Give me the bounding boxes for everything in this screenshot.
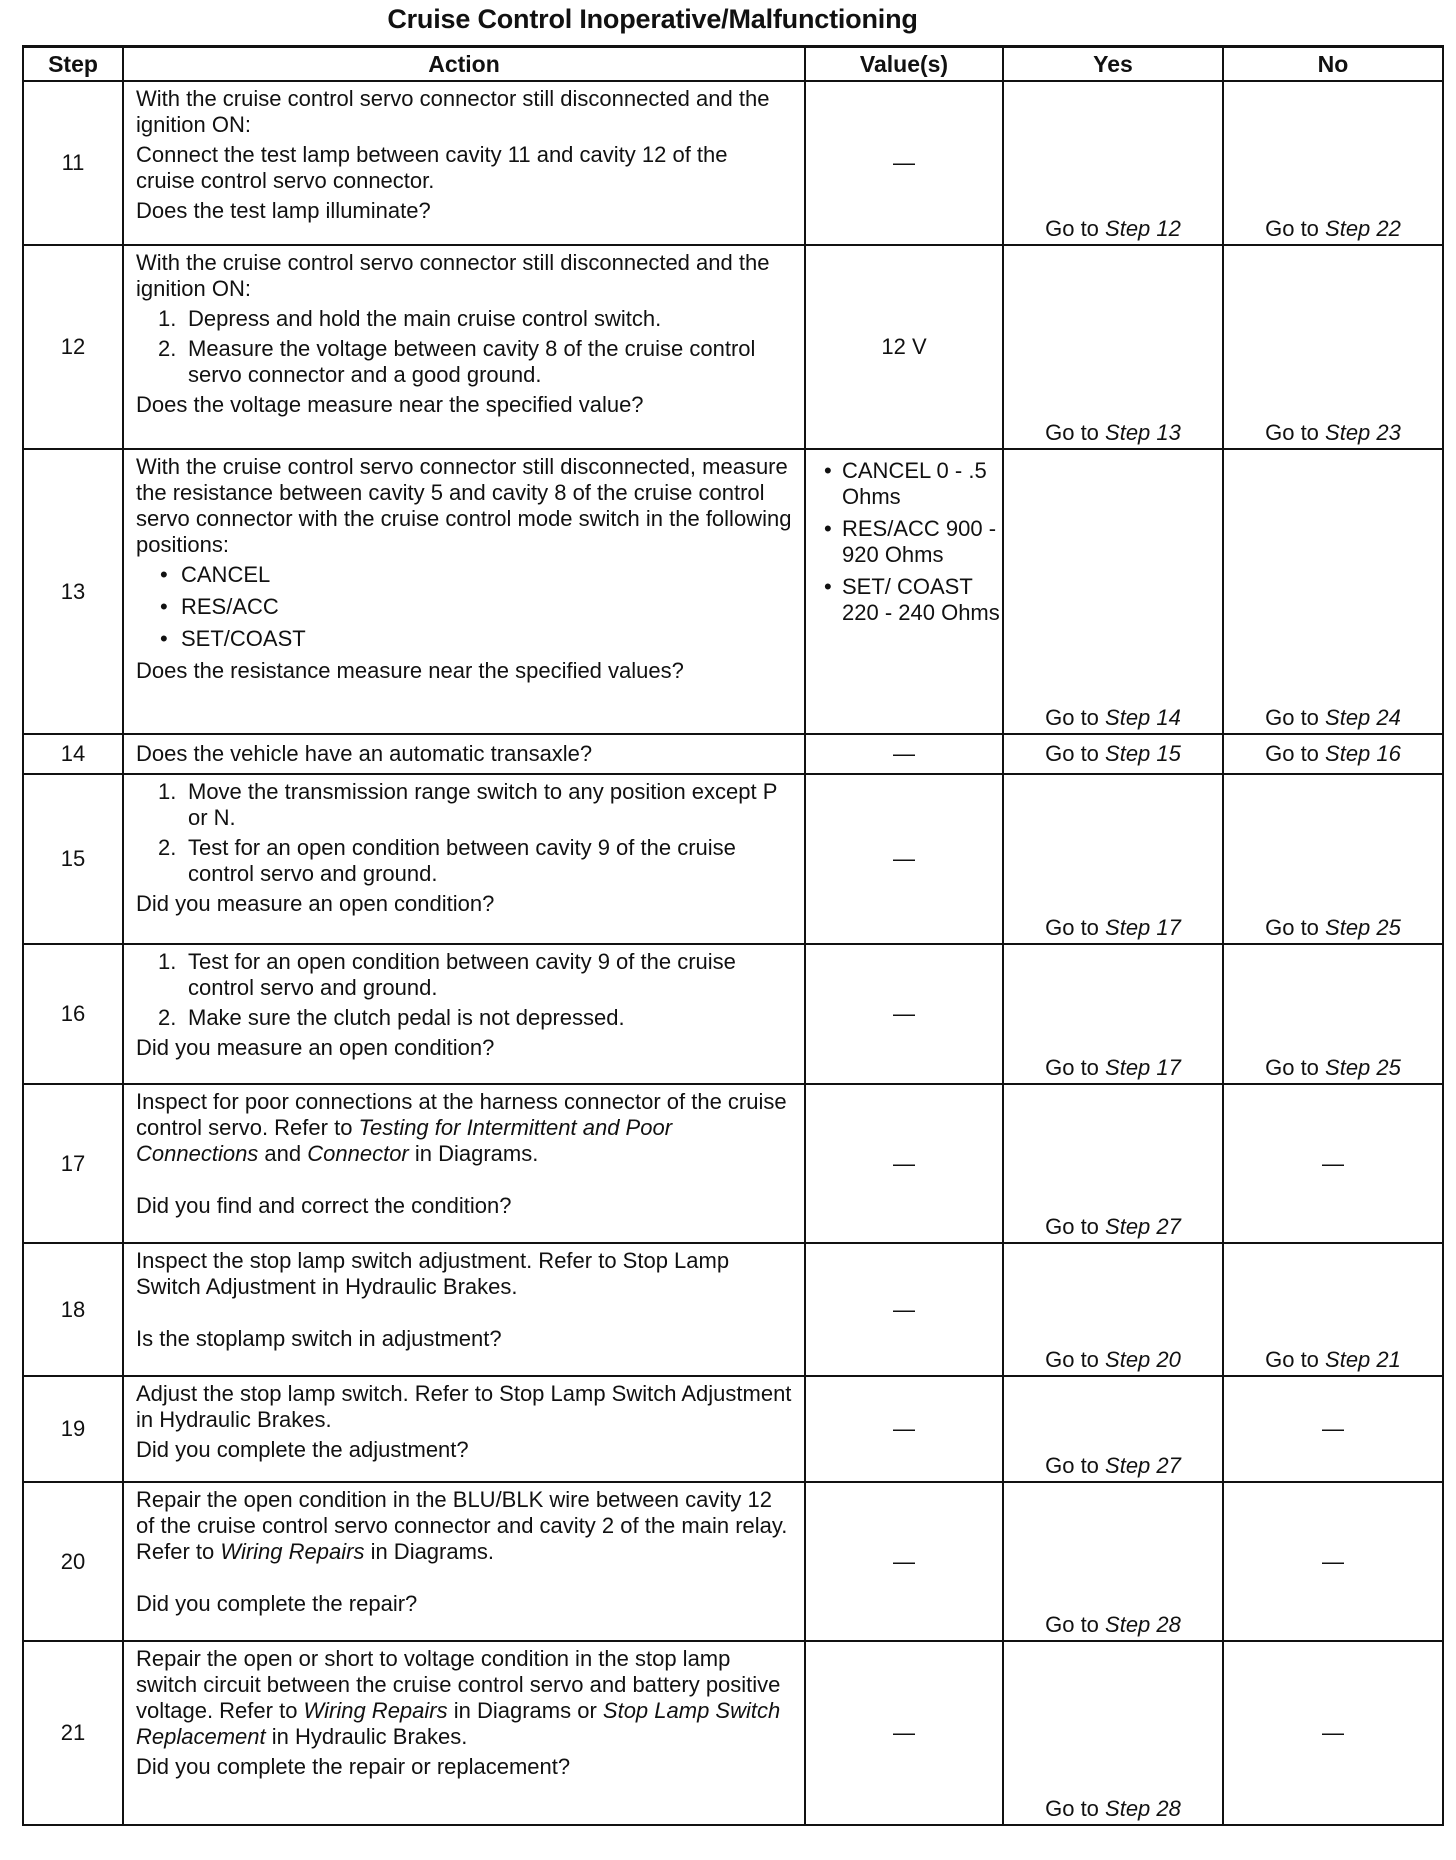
yes-cell: Go to Step 17 xyxy=(1003,944,1223,1084)
yes-step-ref: Step 20 xyxy=(1105,1347,1181,1372)
value-cell: — xyxy=(805,1243,1003,1376)
list-item: • CANCEL xyxy=(160,562,271,587)
yes-step-ref: Step 27 xyxy=(1105,1214,1181,1239)
action-text: Adjust the stop lamp switch. Refer to Stop Lamp Switch Adjustment in Hydraulic Brakes. xyxy=(136,1381,792,1432)
yes-step-ref: Step 28 xyxy=(1105,1612,1181,1637)
action-question: Does the voltage measure near the specified value? xyxy=(136,392,644,417)
action-question: Did you complete the adjustment? xyxy=(136,1437,469,1462)
page-title: Cruise Control Inoperative/Malfunctioning xyxy=(387,4,918,34)
yes-cell: Go to Step 28 xyxy=(1003,1641,1223,1825)
no-cell: — xyxy=(1223,1376,1443,1482)
list-item: • SET/COAST xyxy=(160,626,306,651)
header-row xyxy=(23,47,1443,82)
table-row xyxy=(23,81,1443,245)
no-cell: Go to Step 16 xyxy=(1223,734,1443,774)
action-cell xyxy=(123,245,805,449)
action-cell xyxy=(123,1376,805,1482)
table-row xyxy=(23,944,1443,1084)
action-question: Did you complete the repair or replacement? xyxy=(136,1754,571,1779)
action-text: With the cruise control servo connector still disconnected and the ignition ON: xyxy=(136,250,770,301)
step-number: 14 xyxy=(23,734,123,774)
yes-step-ref: Step 17 xyxy=(1105,1055,1181,1080)
action-text: Repair the open condition in the BLU/BLK wire between cavity 12 of the cruise control servo connector and cavity 2 of the main relay. Refer to Wiring Repairs in Diagrams. xyxy=(136,1487,788,1564)
header-step: Step xyxy=(23,47,123,82)
diagnostic-table xyxy=(22,45,1444,1826)
value-cell: — xyxy=(805,1482,1003,1641)
table-row xyxy=(23,734,1443,774)
no-step-ref: Step 24 xyxy=(1325,705,1401,730)
step-number: 13 xyxy=(23,449,123,734)
no-cell: — xyxy=(1223,1084,1443,1243)
yes-cell: Go to Step 28 xyxy=(1003,1482,1223,1641)
table-row xyxy=(23,449,1443,734)
action-cell xyxy=(123,734,805,774)
no-cell: Go to Step 23 xyxy=(1223,245,1443,449)
no-step-ref: Step 25 xyxy=(1325,1055,1401,1080)
table-row xyxy=(23,774,1443,944)
action-question: Does the test lamp illuminate? xyxy=(136,198,431,223)
yes-cell: Go to Step 20 xyxy=(1003,1243,1223,1376)
value-cell: — xyxy=(805,1376,1003,1482)
no-step-ref: Step 23 xyxy=(1325,420,1401,445)
go-to-prefix: Go to xyxy=(1265,216,1326,241)
action-question: Does the resistance measure near the specified values? xyxy=(136,658,684,683)
value-cell xyxy=(805,449,1003,734)
no-cell: — xyxy=(1223,1482,1443,1641)
step-number: 15 xyxy=(23,774,123,944)
header-values: Value(s) xyxy=(805,47,1003,82)
no-cell: Go to Step 25 xyxy=(1223,944,1443,1084)
list-item: • RES/ACC 900 - 920 Ohms xyxy=(824,516,997,567)
step-number: 19 xyxy=(23,1376,123,1482)
step-number: 12 xyxy=(23,245,123,449)
yes-step-ref: Step 17 xyxy=(1105,915,1181,940)
no-step-ref: Step 21 xyxy=(1325,1347,1401,1372)
position-list xyxy=(136,562,792,652)
reference-link-text: Wiring Repairs xyxy=(220,1539,365,1564)
step-number: 20 xyxy=(23,1482,123,1641)
action-question: Did you find and correct the condition? xyxy=(136,1193,512,1218)
action-text: With the cruise control servo connector still disconnected and the ignition ON: xyxy=(136,86,770,137)
action-question: Does the vehicle have an automatic transaxle? xyxy=(136,741,593,766)
action-steps xyxy=(136,779,792,887)
yes-cell xyxy=(1003,81,1223,245)
action-text: Inspect the stop lamp switch adjustment. Refer to Stop Lamp Switch Adjustment in Hydraulic Brakes. xyxy=(136,1248,730,1299)
action-text: Inspect for poor connections at the harness connector of the cruise control servo. Refer to Testing for Intermittent and Poor Connections and Connector in Diagrams. xyxy=(136,1089,787,1166)
table-row xyxy=(23,1641,1443,1825)
table-row xyxy=(23,245,1443,449)
yes-cell: Go to Step 27 xyxy=(1003,1084,1223,1243)
value-list xyxy=(794,458,1002,626)
list-item: 1. Test for an open condition between cavity 9 of the cruise control servo and ground. xyxy=(158,949,736,1000)
list-item: 2. Measure the voltage between cavity 8 of the cruise control servo connector and a good ground. xyxy=(158,336,756,387)
step-number: 11 xyxy=(23,81,123,245)
no-cell: Go to Step 24 xyxy=(1223,449,1443,734)
header-no: No xyxy=(1223,47,1443,82)
yes-step-ref: Step 14 xyxy=(1105,705,1181,730)
yes-cell: Go to Step 14 xyxy=(1003,449,1223,734)
header-action: Action xyxy=(123,47,805,82)
yes-cell: Go to Step 15 xyxy=(1003,734,1223,774)
action-cell xyxy=(123,1641,805,1825)
no-cell: Go to Step 21 xyxy=(1223,1243,1443,1376)
yes-step-ref: Step 13 xyxy=(1105,420,1181,445)
reference-link-text: Stop Lamp Switch Replacement xyxy=(136,1698,781,1749)
action-cell xyxy=(123,1482,805,1641)
step-number: 17 xyxy=(23,1084,123,1243)
step-number: 21 xyxy=(23,1641,123,1825)
yes-cell: Go to Step 13 xyxy=(1003,245,1223,449)
list-item: 1. Move the transmission range switch to any position except P or N. xyxy=(158,779,778,830)
action-question: Is the stoplamp switch in adjustment? xyxy=(136,1326,502,1351)
list-item: • SET/ COAST 220 - 240 Ohms xyxy=(824,574,1000,625)
value-cell: — xyxy=(805,1084,1003,1243)
no-step-ref: Step 22 xyxy=(1325,216,1401,241)
action-cell xyxy=(123,774,805,944)
value-cell: — xyxy=(805,734,1003,774)
action-cell xyxy=(123,944,805,1084)
value-cell: — xyxy=(805,944,1003,1084)
action-cell xyxy=(123,1084,805,1243)
reference-link-text: Wiring Repairs xyxy=(303,1698,448,1723)
no-step-ref: Step 16 xyxy=(1325,741,1401,766)
action-steps xyxy=(136,949,792,1031)
list-item: • RES/ACC xyxy=(160,594,279,619)
list-item: 2. Make sure the clutch pedal is not depressed. xyxy=(158,1005,625,1030)
reference-link-text: Connector xyxy=(307,1141,409,1166)
value-cell: — xyxy=(805,1641,1003,1825)
no-cell: — xyxy=(1223,1641,1443,1825)
step-number: 16 xyxy=(23,944,123,1084)
yes-step-ref: Step 15 xyxy=(1105,741,1181,766)
action-text: Connect the test lamp between cavity 11 and cavity 12 of the cruise control servo connector. xyxy=(136,142,728,193)
action-cell xyxy=(123,1243,805,1376)
action-steps xyxy=(136,306,792,388)
list-item: • CANCEL 0 - .5 Ohms xyxy=(824,458,987,509)
list-item: 1. Depress and hold the main cruise control switch. xyxy=(158,306,662,331)
go-to-prefix: Go to xyxy=(1045,216,1106,241)
reference-link-text: Testing for Intermittent and Poor Connections xyxy=(136,1115,673,1166)
table-row xyxy=(23,1243,1443,1376)
value-cell: — xyxy=(805,774,1003,944)
action-question: Did you measure an open condition? xyxy=(136,1035,495,1060)
value-cell: 12 V xyxy=(805,245,1003,449)
table-row xyxy=(23,1482,1443,1641)
yes-step-ref: Step 27 xyxy=(1105,1453,1181,1478)
step-number: 18 xyxy=(23,1243,123,1376)
yes-cell: Go to Step 17 xyxy=(1003,774,1223,944)
action-text: With the cruise control servo connector still disconnected, measure the resistance between cavity 5 and cavity 8 of the cruise control servo connector with the cruise control mode switch in the following positions: xyxy=(136,454,792,557)
action-question: Did you complete the repair? xyxy=(136,1591,418,1616)
action-question: Did you measure an open condition? xyxy=(136,891,495,916)
action-cell xyxy=(123,81,805,245)
action-text: Repair the open or short to voltage condition in the stop lamp switch circuit between the cruise control servo and battery positive voltage. Refer to Wiring Repairs in Diagrams or Stop Lamp Switch Replacement in Hydraulic Brakes. xyxy=(136,1646,781,1749)
table-row xyxy=(23,1376,1443,1482)
yes-step-ref: Step 12 xyxy=(1105,216,1181,241)
yes-step-ref: Step 28 xyxy=(1105,1796,1181,1821)
no-step-ref: Step 25 xyxy=(1325,915,1401,940)
list-item: 2. Test for an open condition between cavity 9 of the cruise control servo and ground. xyxy=(158,835,736,886)
no-cell: Go to Step 25 xyxy=(1223,774,1443,944)
action-cell xyxy=(123,449,805,734)
value-cell: — xyxy=(805,81,1003,245)
table-row xyxy=(23,1084,1443,1243)
header-yes: Yes xyxy=(1003,47,1223,82)
no-cell xyxy=(1223,81,1443,245)
yes-cell: Go to Step 27 xyxy=(1003,1376,1223,1482)
